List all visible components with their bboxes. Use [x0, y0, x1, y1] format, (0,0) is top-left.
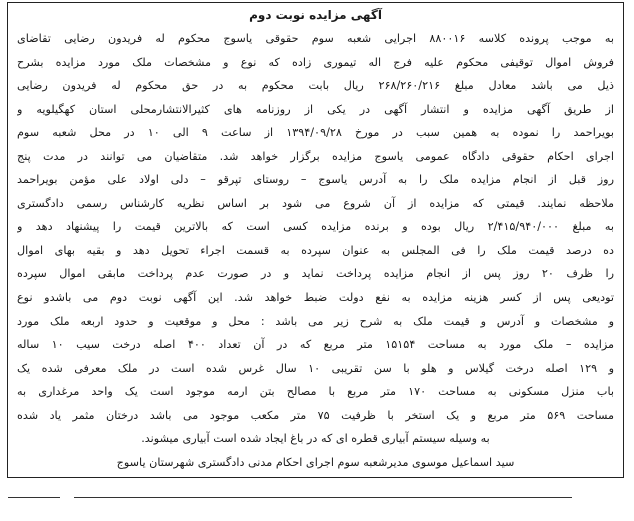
notice-signature: سید اسماعیل موسوی مدیرشعبه سوم اجرای احکام مدنی دادگستری شهرستان یاسوج — [116, 455, 515, 469]
notice-line: ملاحظه نمایند. قیمتی که مزایده از آن شروع می شود بر اساس نظریه کارشناس رسمی دادگستری — [17, 196, 614, 210]
notice-line: فروش اموال توقیفی محکوم علیه فرج اله تیموری زاده که نوع و مشخصات ملک مورد مزایده بشرح — [17, 55, 614, 69]
notice-line: به مبلغ ۲/۴۱۵/۹۴۰/۰۰۰ ریال بوده و برنده مزایده کسی است که بالاترین قیمت را پیشنهاد دهد و — [17, 220, 614, 234]
notice-line: ذیل می باشد معادل مبلغ ۲۶۸/۲۶۰/۲۱۶ ریال بابت محکوم به در حق محکوم له فریدون رضایی — [17, 79, 614, 93]
notice-line: تودیعی پس از کسر هزینه مزایده به نفع دولت ضبط خواهد شد. این آگهی نوبت دوم می باشدو نوع — [17, 291, 614, 305]
notice-line: باب منزل مسکونی به مساحت ۱۷۰ متر مربع با مصالح بتن ارمه موجود است یک واحد مرغداری به — [17, 385, 614, 399]
notice-line: ده درصد قیمت ملک را فی المجلس به عنوان سپرده به قسمت اجراء تحویل دهد و بقیه بهای اموال — [17, 243, 614, 257]
notice-line-last: به وسیله سیستم آبیاری قطره ای که در باغ ایجاد شده است آبیاری میشوند. — [141, 432, 490, 446]
notice-line: روز قبل از انجام مزایده ملک را به آدرس یاسوج – روستای تپرقو – دلی اولاد علی مؤمن بویراحمد — [17, 173, 614, 187]
notice-line: مزایده – ملک مورد به مساحت ۱۵۱۵۴ متر مربع که در آن تعداد ۴۰۰ اصله درخت سیب ۱۰ ساله — [17, 338, 614, 352]
notice-line: و ۱۲۹ اصله درخت گیلاس و هلو با سن تقریبی ۱۰ سال غرس شده است در ملک معرفی شده یک — [17, 361, 614, 375]
notice-line: بویراحمد را نموده به همین سبب در مورخ ۱۳۹۴/۰۹/۲۸ از ساعت ۹ الی ۱۰ در محل شعبه سوم — [17, 126, 614, 140]
bottom-divider — [74, 497, 572, 498]
notice-line: و مشخصات و آدرس و قیمت ملک به شرح زیر می باشد : محل و موقعیت و حدود اربعه ملک مورد — [17, 314, 614, 328]
notice-line: به موجب پرونده کلاسه ۸۸۰۰۱۶ اجرایی شعبه سوم حقوقی یاسوج محکوم له فریدون رضایی تقاضای — [17, 32, 614, 45]
notice-line: مساحت ۵۶۹ متر مربع و یک استخر با ظرفیت ۷۵ متر مکعب موجود می باشد درختان مثمر یاد شده — [17, 408, 614, 422]
auction-notice — [7, 2, 624, 478]
notice-line: را ظرف ۲۰ روز پس از انجام مزایده پرداخت نماید و در صورت عدم پرداخت مابقی اموال سپرده — [17, 267, 614, 281]
bottom-divider-short — [8, 497, 60, 498]
notice-line: اجرای احکام حقوقی دادگاه عمومی یاسوج مزایده برگزار خواهد شد. متقاضیان می توانند در مدت پنج — [17, 149, 614, 163]
notice-line: از طریق آگهی مزایده و انتشار آگهی در یکی از روزنامه های کثیرالانتشارمحلی استان کهگیلویه و — [17, 102, 614, 116]
notice-title: آگهی مزایده نوبت دوم — [249, 8, 382, 22]
